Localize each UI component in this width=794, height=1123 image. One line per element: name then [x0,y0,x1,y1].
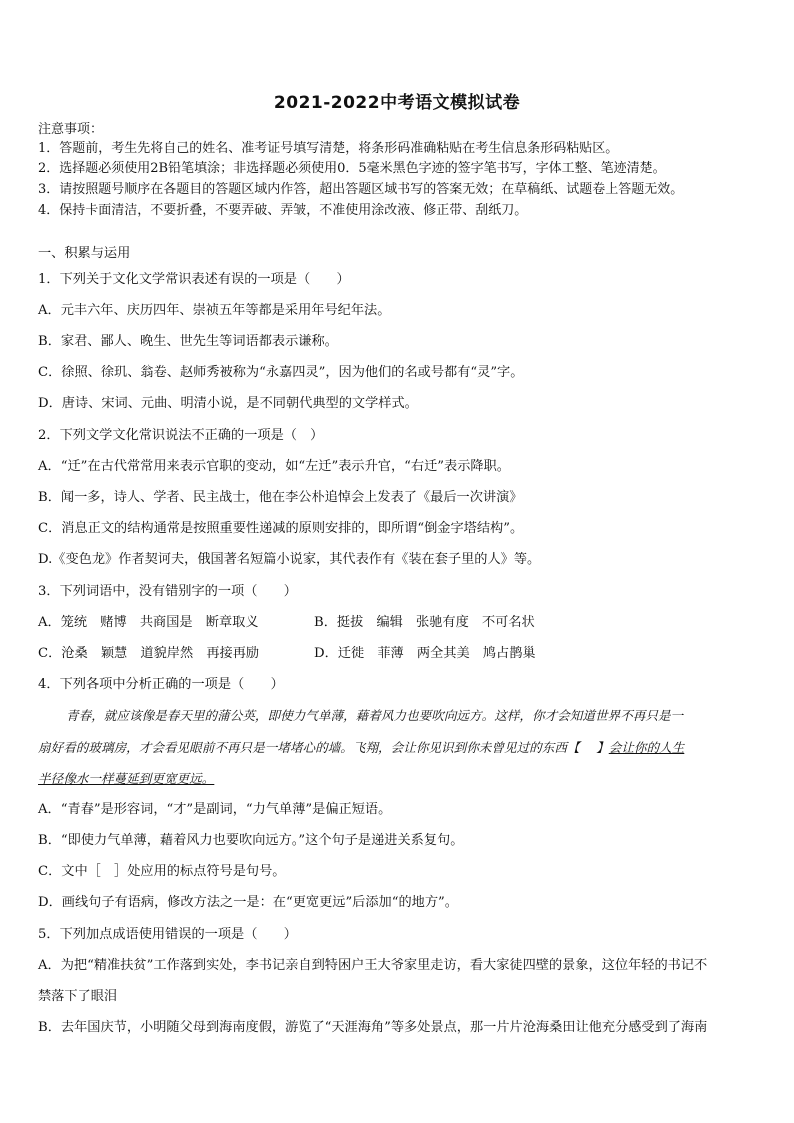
q3-row-1 [38,614,758,632]
q4-underlined-sentence-start: 会让你的人生 [608,740,685,755]
q4-option-c: C．文中［ ］处应用的标点符号是句号。 [38,864,286,879]
q4-passage-text: 扇好看的玻璃房，才会看见眼前不再只是一堵堵心的墙。飞翔，会让你见识到你未曾见过的东西【 】 [38,740,609,755]
q2-stem: 2．下列文学文化常识说法不正确的一项是（ ） [38,428,324,443]
page-title: 2021-2022中考语文模拟试卷 [273,93,521,113]
q2-option-b: B．闻一多，诗人、学者、民主战士，他在李公朴追悼会上发表了《最后一次讲演》 [38,490,523,505]
q2-option-c: C．消息正文的结构通常是按照重要性递减的原则安排的，即所谓“倒金字塔结构”。 [38,521,524,536]
q4-passage-line-1: 青春，就应该像是春天里的蒲公英，即使力气单薄，藉着风力也要吹向远方。这样，你才会知道世界不再只是一 [66,708,684,723]
notice-heading: 注意事项： [38,122,104,137]
q3-row-2 [38,645,758,663]
q3-option-b: B．挺拔 编辑 张驰有度 不可名状 [314,615,535,630]
q3-stem: 3．下列词语中，没有错别字的一项（ ） [38,584,297,599]
q1-stem: 1．下列关于文化文学常识表述有误的一项是（ ） [38,272,350,287]
q2-option-a: A．“迁”在古代常常用来表示官职的变动，如“左迁”表示升官，“右迁”表示降职。 [38,459,510,474]
notice-item-4: 4．保持卡面清洁，不要折叠，不要弄破、弄皱，不准使用涂改液、修正带、刮纸刀。 [38,203,528,218]
q5-stem: 5．下列加点成语使用错误的一项是（ ） [38,927,297,942]
q4-underlined-sentence-end: 半径像水一样蔓延到更宽更远。 [38,771,215,786]
q5-option-a-line-1: A．为把“精准扶贫”工作落到实处，李书记亲自到特困户王大爷家里走访，看大家徒四壁的景象，这位年轻的书记不 [38,958,708,973]
q3-option-c: C．沧桑 颖慧 道貌岸然 再接再励 [38,646,260,661]
q4-option-a: A．“青春”是形容词，“才”是副词，“力气单薄”是偏正短语。 [38,802,392,817]
q4-passage-line-2 [38,739,758,757]
q2-option-d: D.《变色龙》作者契诃夫，俄国著名短篇小说家，其代表作有《装在套子里的人》等。 [38,552,541,567]
q1-option-a: A．元丰六年、庆历四年、崇祯五年等都是采用年号纪年法。 [38,303,391,318]
q1-option-c: C．徐照、徐玑、翁卷、赵师秀被称为“永嘉四灵”，因为他们的名或号都有“灵”字。 [38,365,524,380]
q1-option-d: D．唐诗、宋词、元曲、明清小说，是不同朝代典型的文学样式。 [38,396,418,411]
q1-option-b: B．家君、鄙人、晚生、世先生等词语都表示谦称。 [38,334,338,349]
notice-item-2: 2．选择题必须使用2B铅笔填涂；非选择题必须使用0．5毫米黑色字迹的签字笔书写，字体工整、笔迹清楚。 [38,161,666,176]
q5-option-a-line-2: 禁落下了眼泪 [38,989,118,1004]
section-heading: 一、积累与运用 [38,246,131,261]
q5-option-b-line-1: B．去年国庆节，小明随父母到海南度假，游览了“天涯海角”等多处景点，那一片片沧海桑田让他充分感受到了海南 [38,1020,708,1035]
q4-stem: 4．下列各项中分析正确的一项是（ ） [38,677,284,692]
notice-item-1: 1．答题前，考生先将自己的姓名、准考证号填写清楚，将条形码准确粘贴在考生信息条形码粘贴区。 [38,141,619,156]
q4-option-d: D．画线句子有语病，修改方法之一是：在“更宽更远”后添加“的地方”。 [38,895,458,910]
notice-item-3: 3．请按照题号顺序在各题目的答题区域内作答，超出答题区域书写的答案无效；在草稿纸、试题卷上答题无效。 [38,182,684,197]
q3-option-a: A．笼统 赌博 共商国是 断章取义 [38,615,259,630]
q4-option-b: B．“即使力气单薄，藉着风力也要吹向远方。”这个句子是递进关系复句。 [38,833,464,848]
q3-option-d: D．迁徙 菲薄 两全其美 鸠占鹊巢 [314,646,536,661]
